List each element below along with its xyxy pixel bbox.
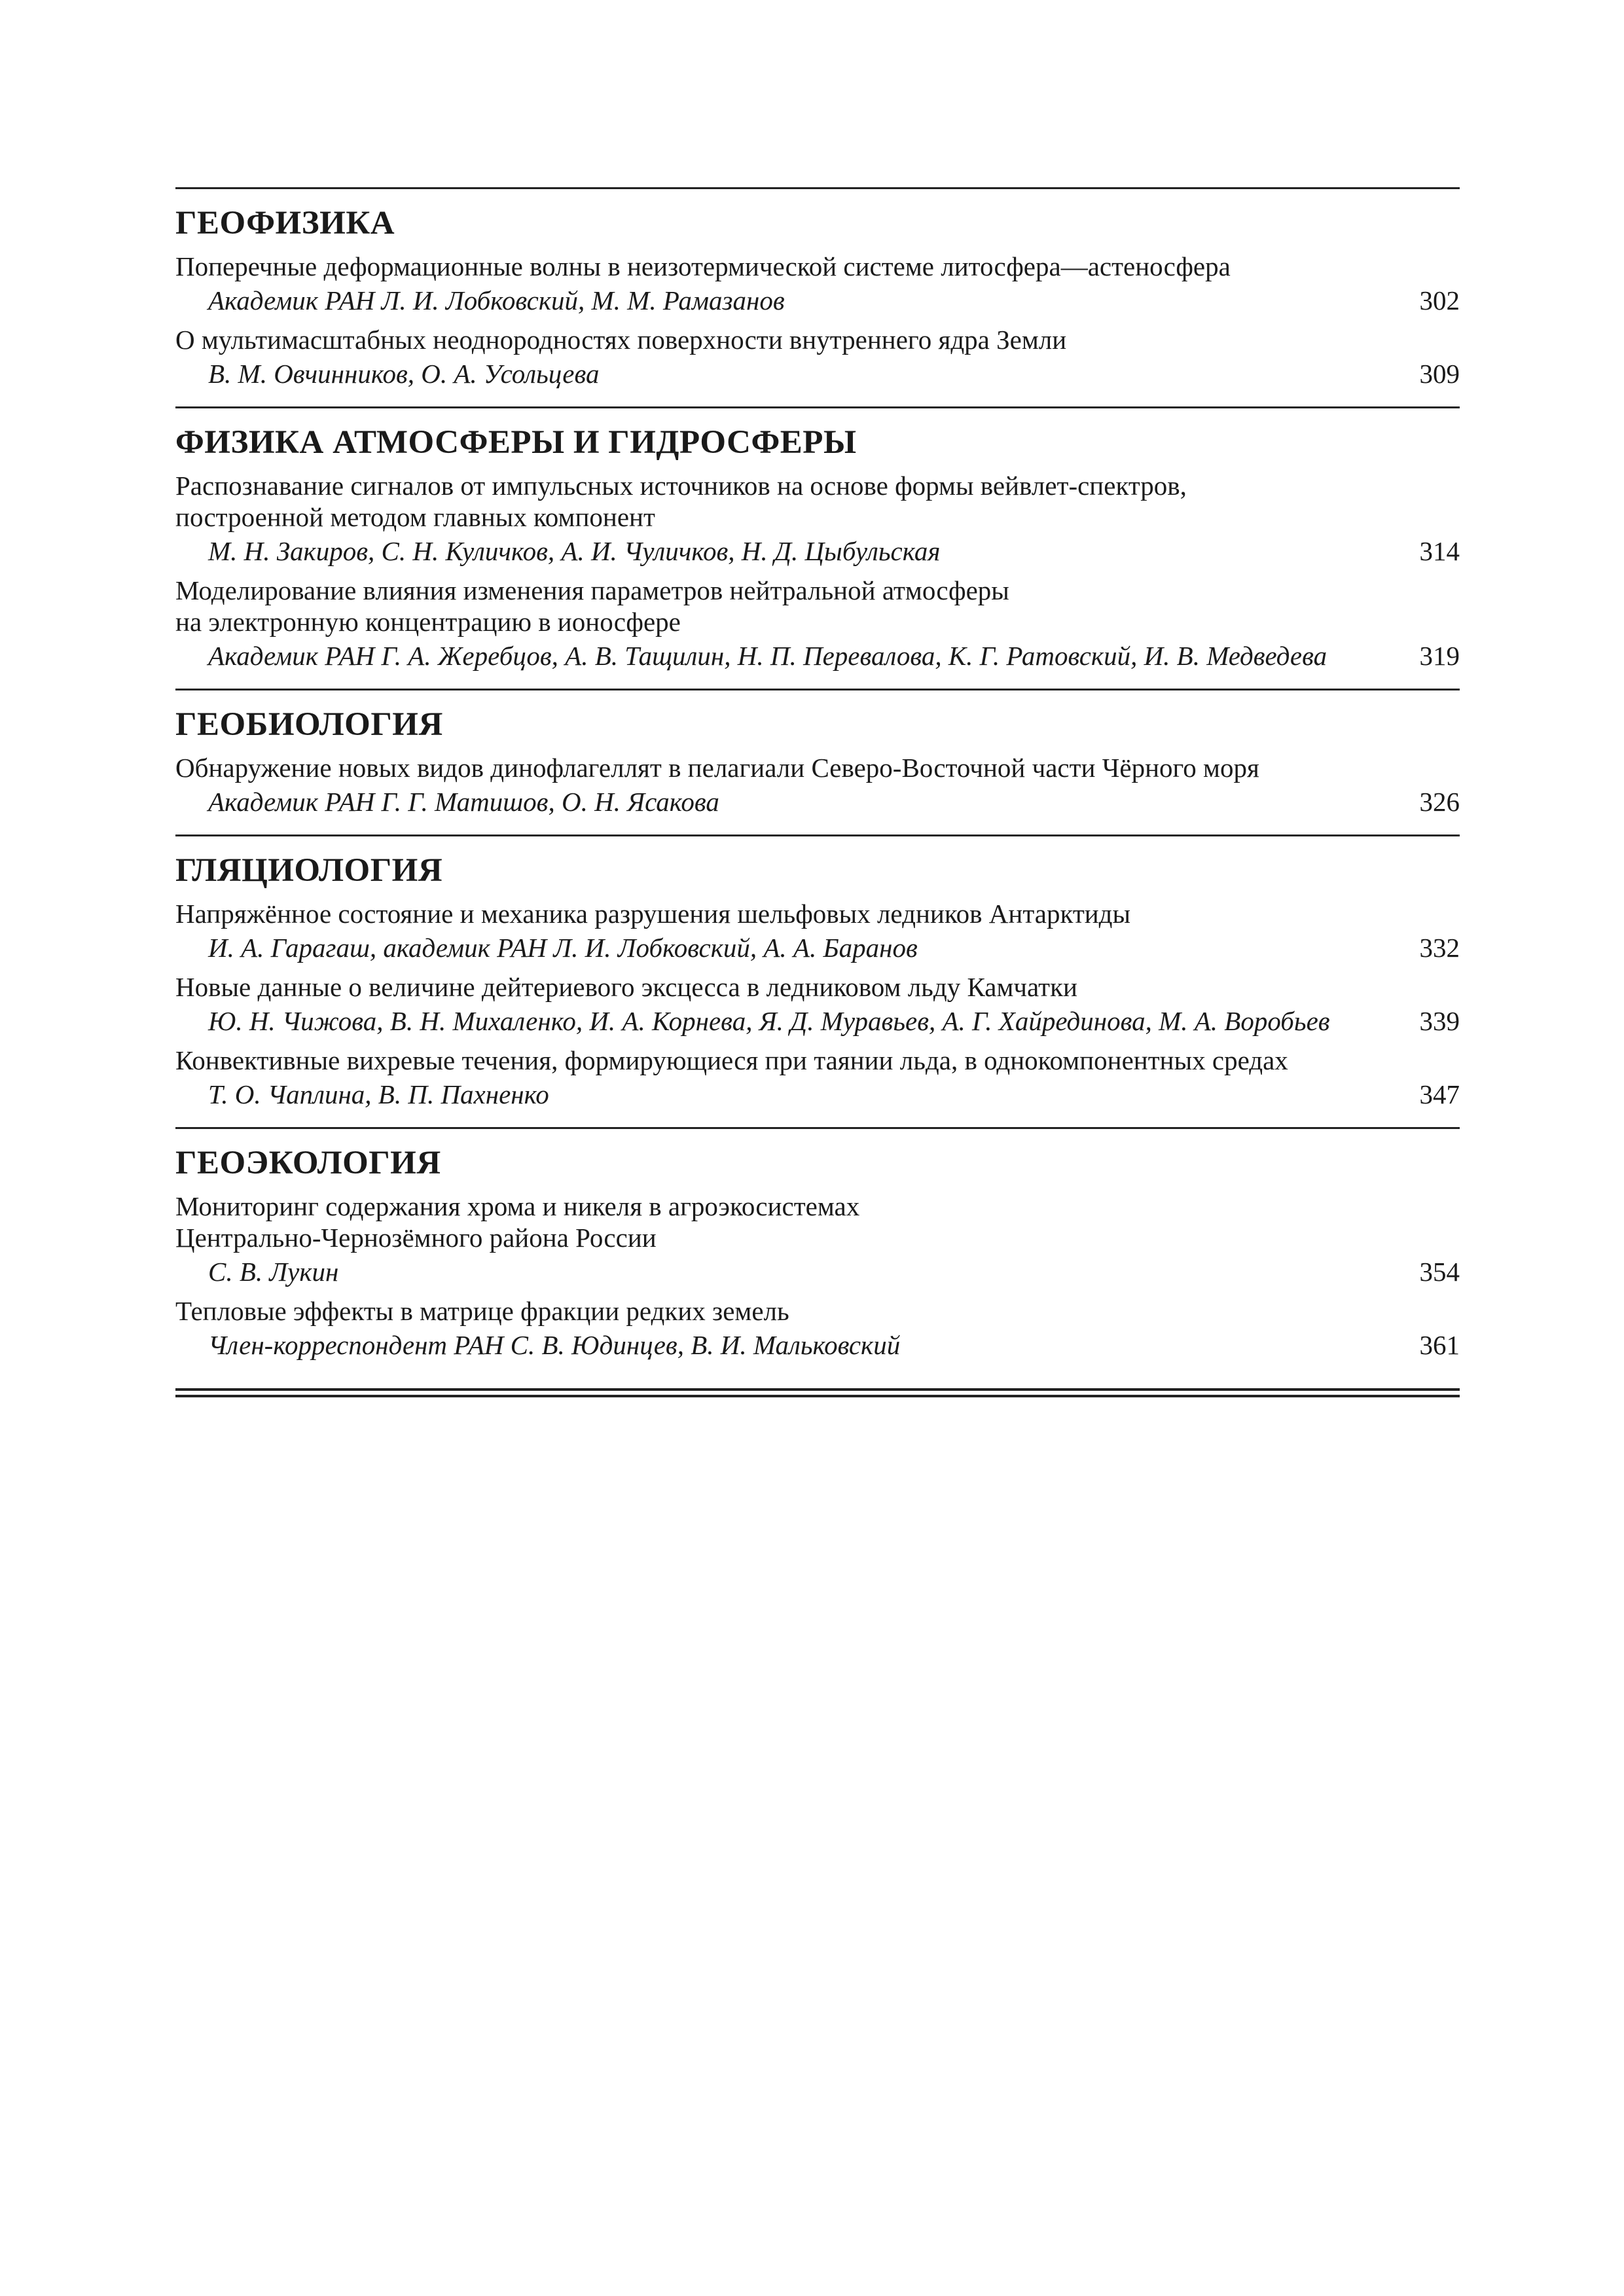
page-number: 302 (1419, 285, 1460, 315)
author-row (175, 637, 1460, 674)
toc-entry[interactable] (175, 575, 1460, 674)
author-row (175, 1253, 1460, 1290)
article-title-continued: Центрально-Чернозёмного района России (175, 1223, 657, 1253)
article-title: Моделирование влияния изменения параметров нейтральной атмосферы (175, 575, 1009, 605)
article-title-continued: построенной методом главных компонент (175, 502, 655, 532)
article-title: О мультимасштабных неоднородностях поверхности внутреннего ядра Земли (175, 325, 1067, 355)
toc-entry[interactable] (175, 1295, 1460, 1363)
article-authors: Академик РАН Г. А. Жеребцов, А. В. Тащилин, Н. П. Перевалова, К. Г. Ратовский, И. В. Медведева (208, 641, 1327, 671)
section-title: ГЕОБИОЛОГИЯ (175, 706, 443, 743)
article-title: Мониторинг содержания хрома и никеля в агроэкосистемах (175, 1191, 860, 1221)
article-title: Поперечные деформационные волны в неизотермической системе литосфера—астеносфера (175, 251, 1231, 281)
article-title: Новые данные о величине дейтериевого эксцесса в ледниковом льду Камчатки (175, 972, 1077, 1002)
toc-entry[interactable] (175, 898, 1460, 966)
article-authors: Академик РАН Л. И. Лобковский, М. М. Рамазанов (208, 285, 785, 315)
closing-rule-lower (175, 1395, 1460, 1397)
author-row (175, 533, 1460, 569)
author-row (175, 1003, 1460, 1039)
author-row (175, 282, 1460, 319)
page-number: 319 (1419, 641, 1460, 671)
toc-section-geoecology (175, 1129, 1460, 1382)
toc-section-geobiology (175, 691, 1460, 836)
author-row (175, 1076, 1460, 1113)
article-title: Обнаружение новых видов динофлагеллят в пелагиали Северо-Восточной части Чёрного моря (175, 753, 1259, 783)
toc-entry[interactable] (175, 324, 1460, 392)
page-number: 339 (1419, 1006, 1460, 1036)
page-number: 309 (1419, 359, 1460, 389)
page-number: 347 (1419, 1079, 1460, 1109)
toc-entry[interactable] (175, 971, 1460, 1039)
page-number: 354 (1419, 1257, 1460, 1287)
toc-entry[interactable] (175, 752, 1460, 820)
article-authors: В. М. Овчинников, О. А. Усольцева (208, 359, 600, 389)
page-number: 326 (1419, 787, 1460, 817)
author-row (175, 355, 1460, 392)
article-title: Распознавание сигналов от импульсных источников на основе формы вейвлет-спектров, (175, 471, 1187, 501)
article-authors: Академик РАН Г. Г. Матишов, О. Н. Ясакова (208, 787, 719, 817)
article-authors: С. В. Лукин (208, 1257, 339, 1287)
section-title: ГЕОЭКОЛОГИЯ (175, 1145, 441, 1181)
article-authors: Т. О. Чаплина, В. П. Пахненко (208, 1079, 549, 1109)
table-of-contents (175, 187, 1460, 1397)
author-row (175, 929, 1460, 966)
section-title: ФИЗИКА АТМОСФЕРЫ И ГИДРОСФЕРЫ (175, 424, 857, 461)
author-row (175, 783, 1460, 820)
article-authors: И. А. Гарагаш, академик РАН Л. И. Лобковский, А. А. Баранов (208, 933, 918, 963)
article-authors: М. Н. Закиров, С. Н. Куличков, А. И. Чуличков, Н. Д. Цыбульская (208, 536, 941, 566)
toc-entry[interactable] (175, 1045, 1460, 1113)
closing-rule-upper (175, 1388, 1460, 1391)
section-title: ГЕОФИЗИКА (175, 205, 395, 242)
article-title: Напряжённое состояние и механика разрушения шельфовых ледников Антарктиды (175, 899, 1131, 929)
toc-entry[interactable] (175, 470, 1460, 569)
article-title: Тепловые эффекты в матрице фракции редких земель (175, 1296, 789, 1326)
toc-section-glaciology (175, 836, 1460, 1129)
author-row (175, 1327, 1460, 1363)
toc-section-geophysics (175, 189, 1460, 408)
page-number: 314 (1419, 536, 1460, 566)
page-number: 361 (1419, 1330, 1460, 1360)
article-authors: Член-корреспондент РАН С. В. Юдинцев, В. И. Мальковский (208, 1330, 901, 1360)
section-title: ГЛЯЦИОЛОГИЯ (175, 852, 443, 889)
page-number: 332 (1419, 933, 1460, 963)
toc-entry[interactable] (175, 251, 1460, 319)
article-authors: Ю. Н. Чижова, В. Н. Михаленко, И. А. Корнева, Я. Д. Муравьев, А. Г. Хайрединова, М. А. Воробьев (208, 1006, 1330, 1036)
article-title-continued: на электронную концентрацию в ионосфере (175, 607, 681, 637)
toc-entry[interactable] (175, 1191, 1460, 1290)
article-title: Конвективные вихревые течения, формирующиеся при таянии льда, в однокомпонентных средах (175, 1045, 1288, 1075)
toc-section-atmosphere-hydrosphere (175, 408, 1460, 691)
